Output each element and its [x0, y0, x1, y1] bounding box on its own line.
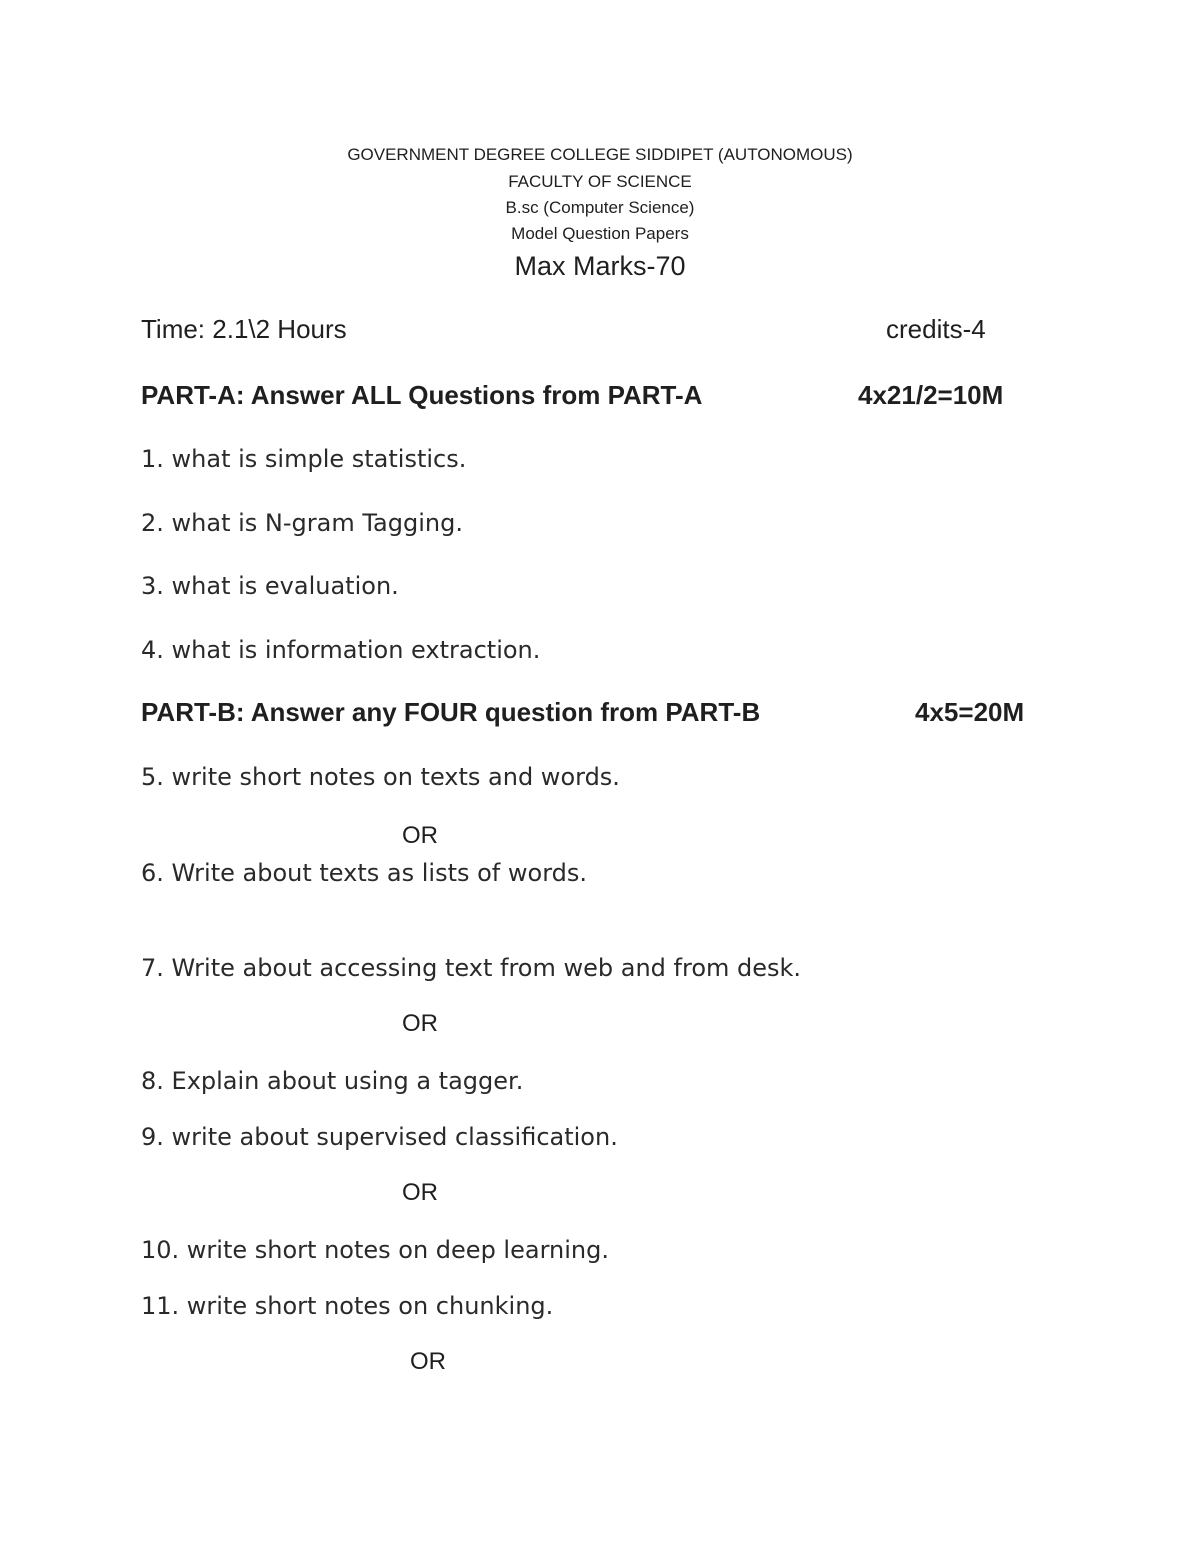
part-a-heading: PART-A: Answer ALL Questions from PART-A [141, 380, 703, 410]
header-faculty: FACULTY OF SCIENCE [508, 172, 692, 191]
header-max-marks: Max Marks-70 [514, 251, 686, 281]
exam-credits: credits-4 [886, 314, 986, 344]
part-b-heading: PART-B: Answer any FOUR question from PART-B [141, 697, 761, 727]
or-separator-1: OR [402, 822, 438, 849]
question-11: 11. write short notes on chunking. [141, 1292, 554, 1320]
exam-time: Time: 2.1\2 Hours [141, 314, 347, 344]
question-9: 9. write about supervised classification. [141, 1123, 618, 1151]
question-5: 5. write short notes on texts and words. [141, 763, 620, 791]
question-2: 2. what is N-gram Tagging. [141, 509, 463, 537]
header-paper-type: Model Question Papers [511, 224, 689, 243]
or-separator-4: OR [410, 1348, 446, 1375]
or-separator-2: OR [402, 1010, 438, 1037]
question-3: 3. what is evaluation. [141, 572, 399, 600]
header-course: B.sc (Computer Science) [505, 198, 695, 217]
header-college: GOVERNMENT DEGREE COLLEGE SIDDIPET (AUTONOMOUS) [347, 145, 853, 164]
question-8: 8. Explain about using a tagger. [141, 1067, 524, 1095]
question-4: 4. what is information extraction. [141, 636, 541, 664]
or-separator-3: OR [402, 1179, 438, 1206]
question-7: 7. Write about accessing text from web and from desk. [141, 954, 802, 982]
question-10: 10. write short notes on deep learning. [141, 1236, 609, 1264]
question-1: 1. what is simple statistics. [141, 445, 467, 473]
question-6: 6. Write about texts as lists of words. [141, 859, 588, 887]
part-b-marks: 4x5=20M [915, 697, 1025, 727]
part-a-marks: 4x21/2=10M [858, 380, 1004, 410]
